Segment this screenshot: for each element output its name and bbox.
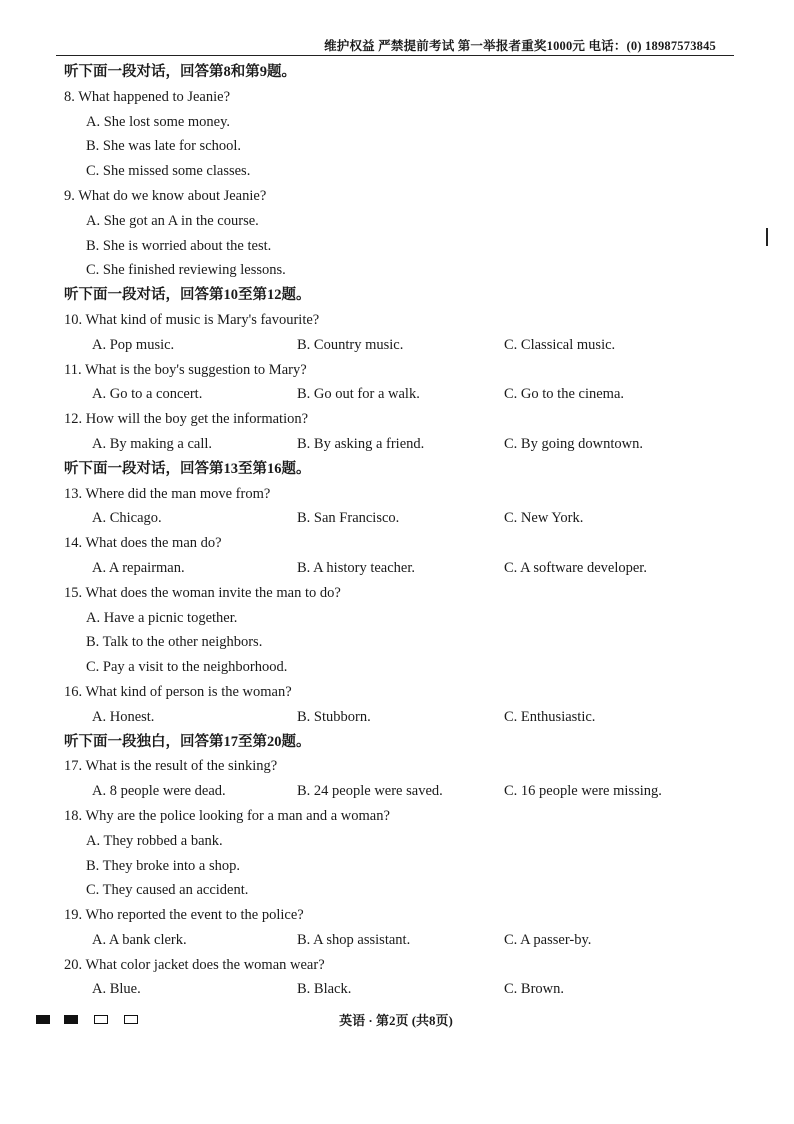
option-10a: A. Pop music. — [92, 336, 175, 353]
question-14: 14. What does the man do? — [64, 535, 222, 552]
option-19b: B. A shop assistant. — [297, 931, 411, 948]
option-20c: C. Brown. — [504, 981, 565, 998]
question-15: 15. What does the woman invite the man to do? — [64, 584, 341, 601]
section-instruction: 听下面一段对话，回答第10至第12题。 — [64, 287, 311, 304]
option-9c: C. She finished reviewing lessons. — [86, 262, 286, 279]
option-10b: B. Country music. — [297, 336, 404, 353]
option-15b: B. Talk to the other neighbors. — [86, 634, 263, 651]
options-row-12 — [64, 432, 744, 457]
option-8c: C. She missed some classes. — [86, 163, 251, 180]
question-10: 10. What kind of music is Mary's favourite? — [64, 311, 320, 328]
option-13b: B. San Francisco. — [297, 510, 400, 527]
question-11: 11. What is the boy's suggestion to Mary? — [64, 361, 307, 378]
option-17c: C. 16 people were missing. — [504, 783, 662, 800]
option-17b: B. 24 people were saved. — [297, 783, 443, 800]
question-9: 9. What do we know about Jeanie? — [64, 187, 267, 204]
option-20a: A. Blue. — [92, 981, 141, 998]
question-20: 20. What color jacket does the woman wear? — [64, 956, 325, 973]
option-11c: C. Go to the cinema. — [504, 386, 625, 403]
option-12b: B. By asking a friend. — [297, 435, 425, 452]
option-19a: A. A bank clerk. — [92, 931, 187, 948]
option-16b: B. Stubborn. — [297, 708, 371, 725]
question-8: 8. What happened to Jeanie? — [64, 88, 231, 105]
option-11a: A. Go to a concert. — [92, 386, 203, 403]
option-11b: B. Go out for a walk. — [297, 386, 420, 403]
question-12: 12. How will the boy get the information? — [64, 411, 309, 428]
option-14b: B. A history teacher. — [297, 559, 415, 576]
scan-edge-mark — [766, 228, 768, 246]
section-instruction: 听下面一段独白，回答第17至第20题。 — [64, 733, 311, 750]
option-8b: B. She was late for school. — [86, 138, 242, 155]
option-18c: C. They caused an accident. — [86, 882, 249, 899]
question-17: 17. What is the result of the sinking? — [64, 758, 278, 775]
option-15c: C. Pay a visit to the neighborhood. — [86, 659, 288, 676]
empty-square-icon — [124, 1015, 138, 1024]
section-instruction: 听下面一段对话，回答第8和第9题。 — [64, 64, 296, 80]
option-8a: A. She lost some money. — [86, 113, 231, 130]
question-13: 13. Where did the man move from? — [64, 485, 271, 502]
question-18: 18. Why are the police looking for a man and a woman? — [64, 807, 390, 824]
option-12c: C. By going downtown. — [504, 435, 643, 452]
option-18b: B. They broke into a shop. — [86, 857, 240, 874]
option-16a: A. Honest. — [92, 708, 155, 725]
option-14a: A. A repairman. — [92, 559, 185, 576]
option-13c: C. New York. — [504, 510, 584, 527]
header-rule — [56, 55, 734, 56]
option-10c: C. Classical music. — [504, 336, 616, 353]
option-14c: C. A software developer. — [504, 559, 647, 576]
questions-content — [64, 60, 744, 1002]
options-row-16 — [64, 705, 744, 730]
option-9b: B. She is worried about the test. — [86, 237, 272, 254]
option-18a: A. They robbed a bank. — [86, 832, 223, 849]
option-20b: B. Black. — [297, 981, 352, 998]
options-row-17 — [64, 779, 744, 804]
option-16c: C. Enthusiastic. — [504, 708, 596, 725]
options-row-20 — [64, 977, 744, 1002]
question-19: 19. Who reported the event to the police? — [64, 907, 304, 924]
options-row-11 — [64, 382, 744, 407]
option-15a: A. Have a picnic together. — [86, 609, 238, 626]
options-row-14 — [64, 556, 744, 581]
page-number: 英语 · 第2页 (共8页) — [339, 1013, 453, 1028]
option-13a: A. Chicago. — [92, 510, 162, 527]
filled-square-icon — [64, 1015, 78, 1024]
options-row-13 — [64, 506, 744, 531]
anti-cheating-notice: 维护权益 严禁提前考试 第一举报者重奖1000元 电话：(0) 18987573845 — [324, 39, 716, 53]
page-footer — [36, 1010, 756, 1030]
section-instruction: 听下面一段对话，回答第13至第16题。 — [64, 460, 311, 477]
options-row-10 — [64, 333, 744, 358]
option-12a: A. By making a call. — [92, 435, 213, 452]
filled-square-icon — [36, 1015, 50, 1024]
empty-square-icon — [94, 1015, 108, 1024]
option-19c: C. A passer-by. — [504, 931, 592, 948]
option-17a: A. 8 people were dead. — [92, 783, 226, 800]
options-row-19 — [64, 928, 744, 953]
question-16: 16. What kind of person is the woman? — [64, 683, 292, 700]
option-9a: A. She got an A in the course. — [86, 212, 259, 229]
